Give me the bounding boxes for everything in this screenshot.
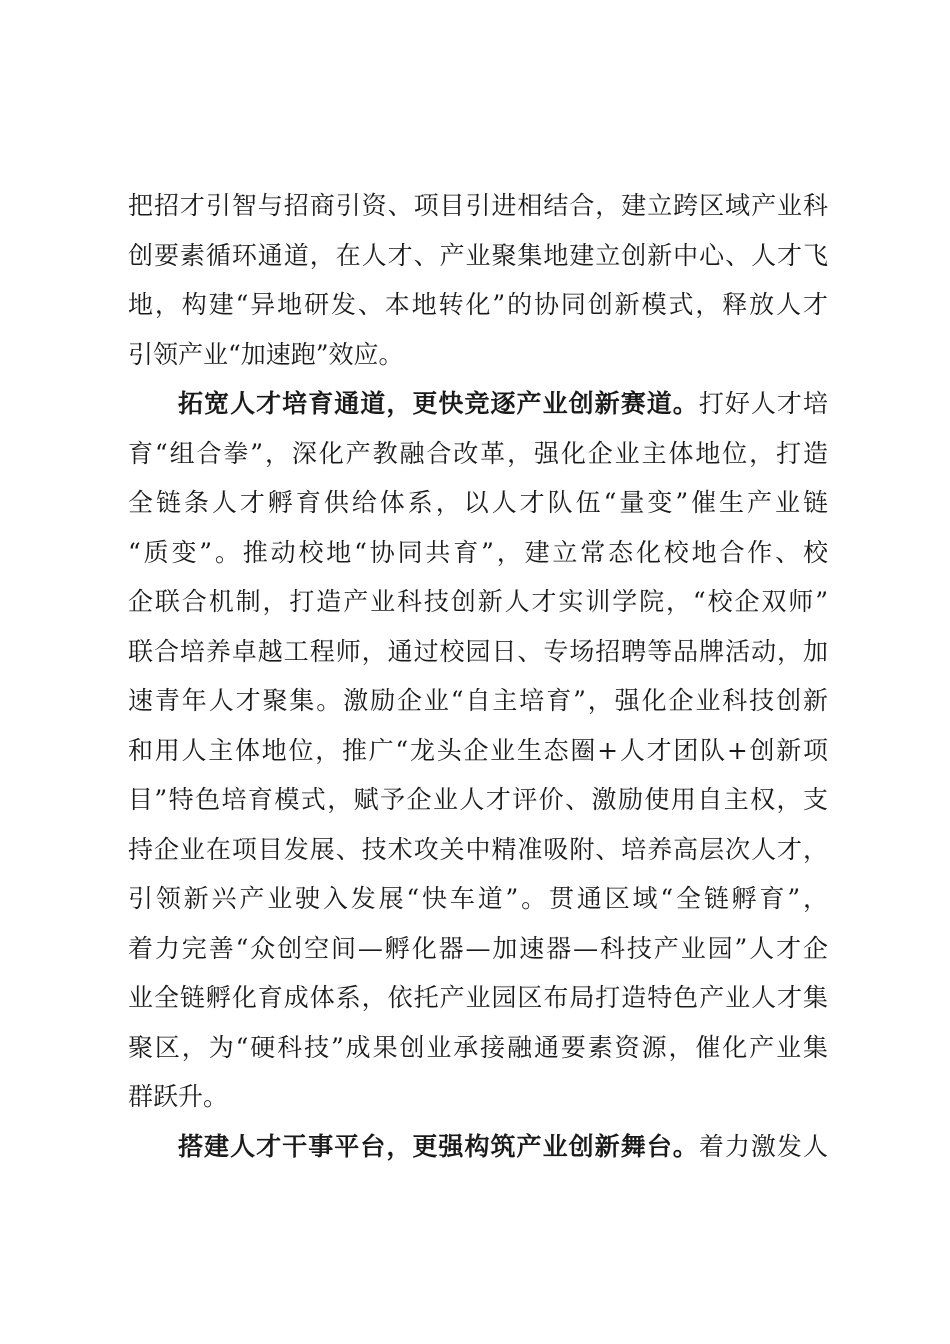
text-line xyxy=(128,1122,828,1172)
text-line: 联合培养卓越工程师，通过校园日、专场招聘等品牌活动，加 xyxy=(128,636,828,666)
paragraph-3 xyxy=(128,1122,828,1172)
text-line: 持企业在项目发展、技术攻关中精准吸附、培养高层次人才， xyxy=(128,834,828,864)
text-line: 引领新兴产业驶入发展“快车道”。贯通区域“全链孵育”， xyxy=(128,884,828,913)
text-line: 群跃升。 xyxy=(128,1082,229,1111)
text-line: 聚区，为“硬科技”成果创业承接融通要素资源，催化产业集 xyxy=(128,1032,828,1062)
text-line: 把招才引智与招商引资、项目引进相结合，建立跨区域产业科 xyxy=(128,191,828,220)
text-line xyxy=(128,379,828,429)
text-line: 全链条人才孵育供给体系，以人才队伍“量变”催生产业链 xyxy=(128,488,828,517)
document-body xyxy=(128,181,828,1171)
text-line: 引领产业“加速跑”效应。 xyxy=(128,339,404,369)
text-line: 地，构建“异地研发、本地转化”的协同创新模式，释放人才 xyxy=(128,290,828,319)
text-line: “质变”。推动校地“协同共育”，建立常态化校地合作、校 xyxy=(128,537,828,567)
text-line: 创要素循环通道，在人才、产业聚集地建立创新中心、人才飞 xyxy=(128,240,828,270)
text-line: 目”特色培育模式，赋予企业人才评价、激励使用自主权，支 xyxy=(128,785,828,814)
heading-continuation: 打好人才培 xyxy=(698,389,828,418)
paragraph-1 xyxy=(128,181,828,379)
text-line: 速青年人才聚集。激励企业“自主培育”，强化企业科技创新 xyxy=(128,686,828,715)
text-line: 企联合机制，打造产业科技创新人才实训学院，“校企双师” xyxy=(128,587,828,616)
paragraph-heading: 搭建人才干事平台，更强构筑产业创新舞台。 xyxy=(178,1131,699,1161)
text-line: 业全链孵化育成体系，依托产业园区布局打造特色产业人才集 xyxy=(128,983,828,1012)
paragraph-heading: 拓宽人才培育通道，更快竞逐产业创新赛道。 xyxy=(178,389,699,418)
paragraph-2 xyxy=(128,379,828,1122)
heading-continuation: 着力激发人 xyxy=(698,1131,828,1161)
text-line: 着力完善“众创空间—孵化器—加速器—科技产业园”人才企 xyxy=(128,933,828,963)
text-line: 育“组合拳”，深化产教融合改革，强化企业主体地位，打造 xyxy=(128,438,828,468)
text-line: 和用人主体地位，推广“龙头企业生态圈+人才团队+创新项 xyxy=(128,735,828,765)
